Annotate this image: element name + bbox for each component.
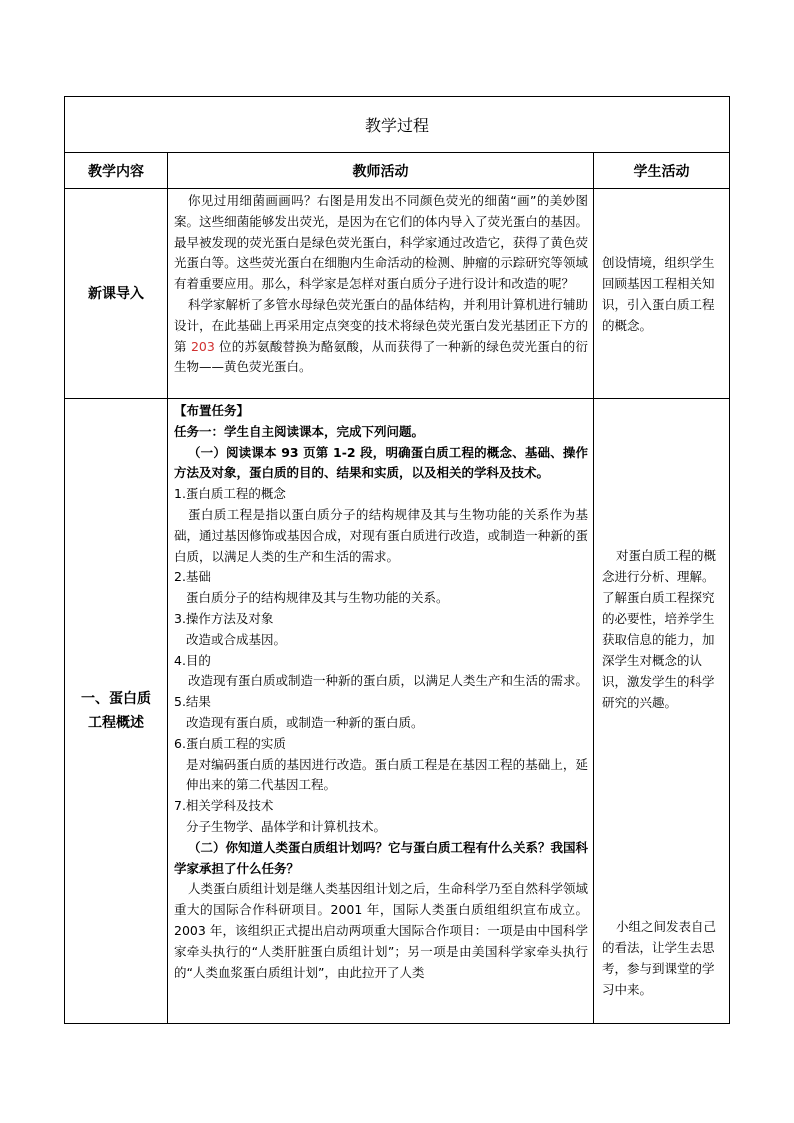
method-text: 改造或合成基因。 <box>186 631 287 647</box>
disciplines-text: 分子生物学、晶体学和计算机技术。 <box>186 818 387 834</box>
proteome-text: 人类蛋白质组计划是继人类基因组计划之后，生命科学乃至自然科学领域重大的国际合作科研项目。2001 年，国际人类蛋白质组组织宣布成立。2003 年，该组织正式提出启动两项重大国际合作项目：一项是由中国科学家牵头执行的“人类肝脏蛋白质组计划”；另一项是由美国科学家牵头执行的“人类血浆蛋白质组计划”，由此拉开了人类 <box>174 881 589 980</box>
intro-paragraph-1: 你见过用细菌画画吗？右图是用发出不同颜色荧光的细菌“画”的美妙图案。这些细菌能够发出荧光，是因为在它们的体内导入了荧光蛋白的基因。最早被发现的荧光蛋白是绿色荧光蛋白，科学家通过改造它，获得了黄色荧光蛋白等。这些荧光蛋白在细胞内生命活动的检测、肿瘤的示踪研究等领域有着重要应用。那么，科学家是怎样对蛋白质分子进行设计和改造的呢？ <box>174 193 588 292</box>
student-activity-analysis: 对蛋白质工程的概念进行分析、理解。了解蛋白质工程探究的必要性，培养学生获取信息的能力，加深学生对概念的认识，激发学生的科学研究的兴趣。 <box>602 548 717 710</box>
table-title: 教学过程 <box>65 97 730 153</box>
student-activity-intro: 创设情境，组织学生回顾基因工程相关知识，引入蛋白质工程的概念。 <box>594 189 730 399</box>
essence-text: 是对编码蛋白质的基因进行改造。蛋白质工程是在基因工程的基础上，延伸出来的第二代基因工程。 <box>186 756 588 793</box>
method-heading: 3.操作方法及对象 <box>174 610 274 626</box>
purpose-text: 改造现有蛋白质或制造一种新的蛋白质，以满足人类生产和生活的需求。 <box>188 673 589 689</box>
disciplines-heading: 7.相关学科及技术 <box>174 798 274 814</box>
concept-heading: 1.蛋白质工程的概念 <box>174 486 286 502</box>
category-overview: 一、蛋白质 工程概述 <box>65 399 168 1024</box>
concept-text: 蛋白质工程是指以蛋白质分子的结构规律及其与生物功能的关系作为基础，通过基因修饰或基因合成，对现有蛋白质进行改造，或制造一种新的蛋白质，以满足人类的生产和生活的需求。 <box>174 506 588 564</box>
header-teacher: 教师活动 <box>168 153 594 189</box>
essence-heading: 6.蛋白质工程的实质 <box>174 735 286 751</box>
teaching-process-table <box>64 96 730 1024</box>
student-activity-overview <box>594 399 730 1024</box>
assign-task-heading: 【布置任务】 <box>174 403 250 418</box>
intro-paragraph-2: 科学家解析了多管水母绿色荧光蛋白的晶体结构，并利用计算机进行辅助设计，在此基础上再采用定点突变的技术将绿色荧光蛋白发光基团正下方的第 203 位的苏氨酸替换为酪氨酸，从而获得了一种新的绿色荧光蛋白的衍生物——黄色荧光蛋白。 <box>174 296 589 375</box>
result-heading: 5.结果 <box>174 694 211 710</box>
basis-heading: 2.基础 <box>174 569 211 585</box>
highlight-number: 203 <box>190 338 215 354</box>
purpose-heading: 4.目的 <box>174 652 211 668</box>
header-content: 教学内容 <box>65 153 168 189</box>
table-row <box>65 399 730 1024</box>
teacher-activity-intro <box>168 189 594 399</box>
basis-text: 蛋白质分子的结构规律及其与生物功能的关系。 <box>186 590 449 606</box>
result-text: 改造现有蛋白质，或制造一种新的蛋白质。 <box>186 714 424 730</box>
header-student: 学生活动 <box>594 153 730 189</box>
question-two: （二）你知道人类蛋白质组计划吗？它与蛋白质工程有什么关系？我国科学家承担了什么任务？ <box>174 839 589 876</box>
task-one: 任务一：学生自主阅读课本，完成下列问题。 <box>174 423 425 439</box>
teacher-activity-overview <box>168 399 594 1024</box>
category-intro: 新课导入 <box>65 189 168 399</box>
table-row <box>65 189 730 399</box>
student-activity-discussion: 小组之间发表自己的看法，让学生去思考，参与到课堂的学习中来。 <box>602 919 717 997</box>
question-one: （一）阅读课本 93 页第 1-2 段，明确蛋白质工程的概念、基础、操作方法及对象，蛋白质的目的、结果和实质，以及相关的学科及技术。 <box>174 444 588 481</box>
